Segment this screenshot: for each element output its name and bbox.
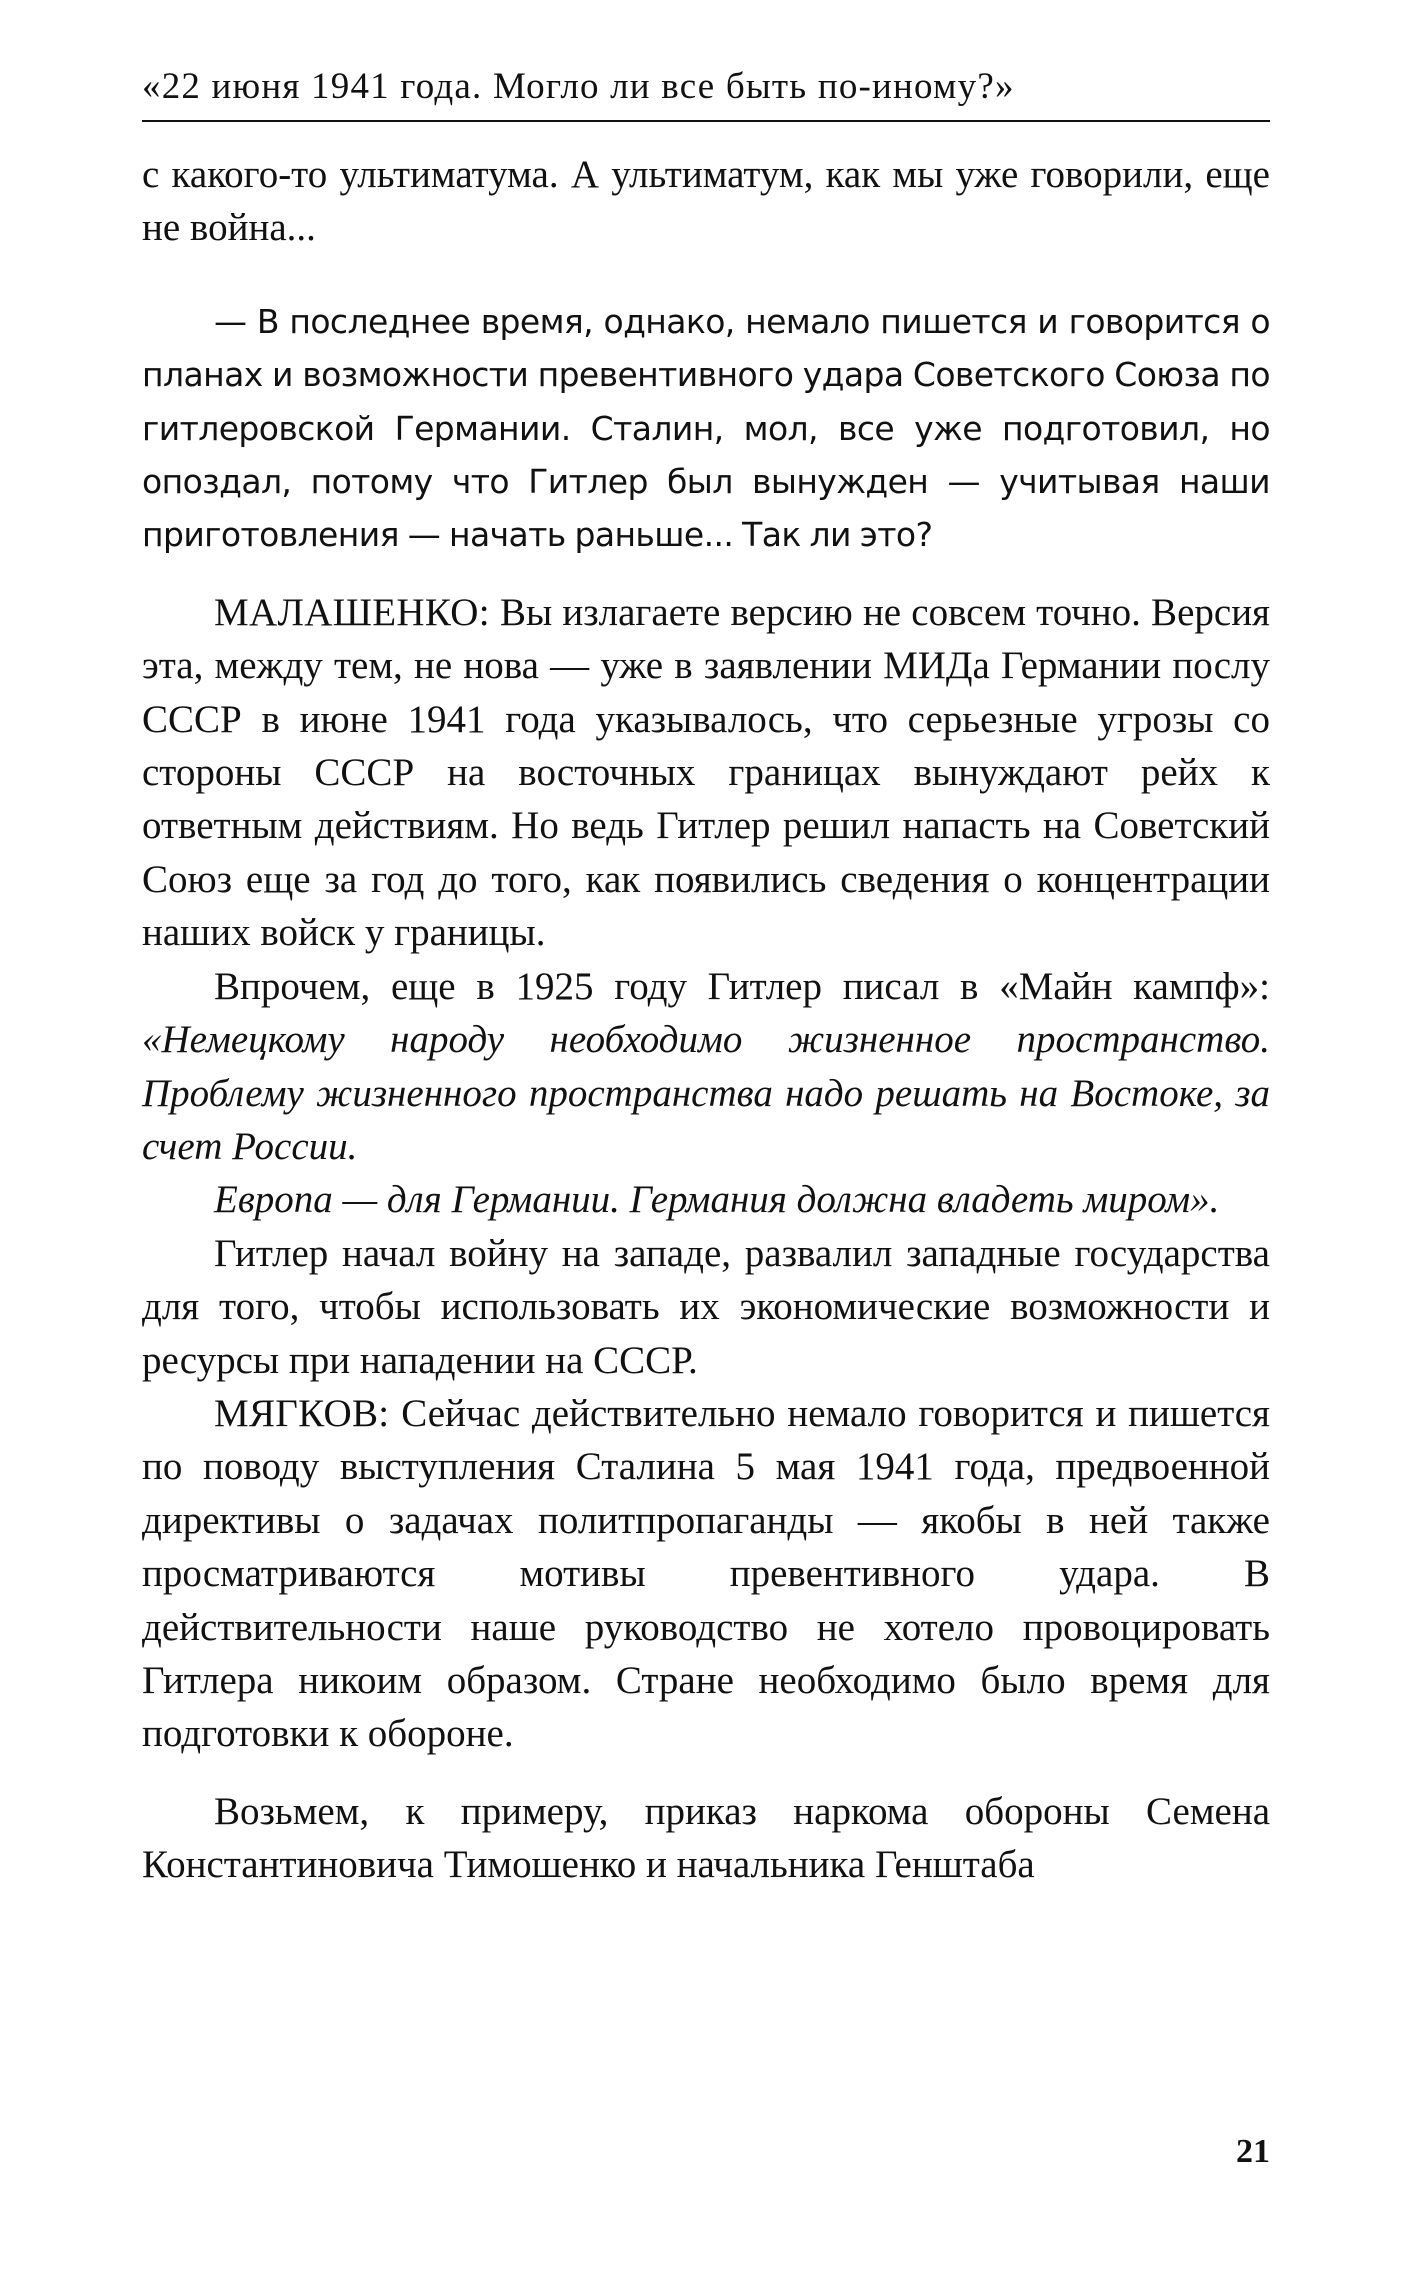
quote-continuation: Европа — для Германии. Германия должна владеть миром». (214, 1178, 1220, 1222)
paragraph-malashenko (142, 586, 1270, 960)
page-number: 21 (1236, 2133, 1270, 2170)
paragraph-mein-kampf (142, 960, 1270, 1174)
running-title: «22 июня 1941 года. Могло ли все быть по-иному?» (142, 66, 1015, 107)
paragraph-west-war: Гитлер начал войну на западе, развалил западные государства для того, чтобы использовать их экономические возможности и ресурсы при нападении на СССР. (142, 1231, 1270, 1382)
interviewer-question: — В последнее время, однако, немало пишется и говорится о планах и возможности превентивного удара Советского Союза по гитлеровской Германии. Сталин, мол, все уже подготовил, но опоздал, потому что Гитлер был вынужден — учитывая наши приготовления — начать раньше... Так ли это? (142, 301, 1270, 555)
mein-kampf-intro: Впрочем, еще в 1925 году Гитлер писал в «Майн кампф»: (214, 964, 1270, 1008)
paragraph-continuation: с какого-то ультиматума. А ультиматум, как мы уже говорили, еще не война... (142, 153, 1270, 250)
answer-text-myagkov: Сейчас действительно немало говорится и пишется по поводу выступления Сталина 5 мая 1941 года, предвоенной директивы о задачах политпропаганды — якобы в ней также просматриваются мотивы превентивного удара. В действительности наше руководство не хотело провоцировать Гитлера никоим образом. Стране необходимо было время для подготовки к обороне. (142, 1391, 1270, 1756)
mein-kampf-quote: «Немецкому народу необходимо жизненное пространство. Проблему жизненного пространства надо решать на Востоке, за счет России. (142, 1018, 1270, 1168)
header-rule (142, 120, 1270, 122)
body-text (142, 148, 1270, 1892)
speaker-myagkov: МЯГКОВ: (214, 1391, 390, 1435)
speaker-malashenko: МАЛАШЕНКО: (214, 590, 490, 634)
paragraph-myagkov (142, 1387, 1270, 1761)
answer-text-malashenko: Вы излагаете версию не совсем точно. Версия эта, между тем, не нова — уже в заявлении МИДа Германии послу СССР в июне 1941 года указывалось, что серьезные угрозы со стороны СССР на восточных границах вынуждают рейх к ответным действиям. Но ведь Гитлер решил напасть на Советский Союз еще за год до того, как появились сведения о концентрации наших войск у границы. (142, 590, 1270, 955)
paragraph-timoshenko: Возьмем, к примеру, приказ наркома обороны Семена Константиновича Тимошенко и начальника Генштаба (142, 1789, 1270, 1887)
